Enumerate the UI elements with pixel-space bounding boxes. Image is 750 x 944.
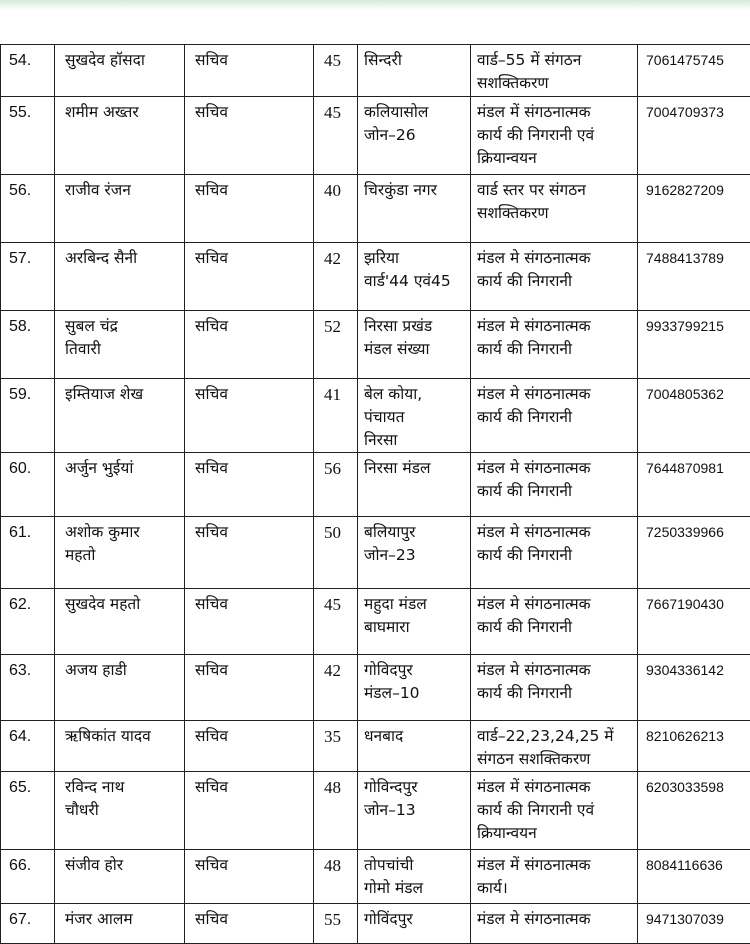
designation: सचिव	[185, 97, 314, 175]
member-name: राजीव रंजन	[55, 175, 185, 243]
area: बेल कोया, पंचायत निरसा	[358, 379, 471, 453]
designation: सचिव	[185, 904, 314, 944]
member-name: मंजर आलम	[55, 904, 185, 944]
designation: सचिव	[185, 589, 314, 655]
table-row	[1, 97, 750, 175]
phone-number: 7250339966	[638, 517, 750, 589]
table-row	[1, 175, 750, 243]
phone-number: 7667190430	[638, 589, 750, 655]
member-table	[0, 44, 750, 944]
age: 45	[314, 589, 358, 655]
serial-number: 66.	[1, 850, 55, 904]
work: मंडल मे संगठनात्मक कार्य की निगरानी	[471, 311, 638, 379]
designation: सचिव	[185, 175, 314, 243]
member-name: रविन्द नाथ चौधरी	[55, 772, 185, 850]
age: 42	[314, 655, 358, 721]
work: वार्ड–55 में संगठन सशक्तिकरण	[471, 45, 638, 97]
work: मंडल मे संगठनात्मक कार्य की निगरानी	[471, 655, 638, 721]
serial-number: 59.	[1, 379, 55, 453]
area: निरसा प्रखंड मंडल संख्या	[358, 311, 471, 379]
serial-number: 62.	[1, 589, 55, 655]
area: गोविदपुर मंडल–10	[358, 655, 471, 721]
serial-number: 54.	[1, 45, 55, 97]
age: 45	[314, 45, 358, 97]
member-name: इम्तियाज शेख	[55, 379, 185, 453]
phone-number: 7488413789	[638, 243, 750, 311]
designation: सचिव	[185, 517, 314, 589]
member-name: शमीम अख्तर	[55, 97, 185, 175]
area: धनबाद	[358, 721, 471, 772]
member-name: अजय हाडी	[55, 655, 185, 721]
designation: सचिव	[185, 453, 314, 517]
table-row	[1, 850, 750, 904]
table-row	[1, 772, 750, 850]
area: झरिया वार्ड'44 एवं45	[358, 243, 471, 311]
member-name: संजीव होर	[55, 850, 185, 904]
table-row	[1, 243, 750, 311]
table-row	[1, 655, 750, 721]
table-row	[1, 311, 750, 379]
age: 40	[314, 175, 358, 243]
work: मंडल मे संगठनात्मक	[471, 904, 638, 944]
serial-number: 64.	[1, 721, 55, 772]
area: चिरकुंडा नगर	[358, 175, 471, 243]
serial-number: 63.	[1, 655, 55, 721]
work: मंडल मे संगठनात्मक कार्य की निगरानी	[471, 517, 638, 589]
designation: सचिव	[185, 655, 314, 721]
age: 42	[314, 243, 358, 311]
designation: सचिव	[185, 379, 314, 453]
work: मंडल मे संगठनात्मक कार्य की निगरानी	[471, 243, 638, 311]
work: वार्ड स्तर पर संगठन सशक्तिकरण	[471, 175, 638, 243]
age: 48	[314, 772, 358, 850]
document-page	[0, 44, 750, 944]
table-row	[1, 517, 750, 589]
member-table-body	[1, 45, 750, 944]
table-row	[1, 721, 750, 772]
age: 56	[314, 453, 358, 517]
serial-number: 58.	[1, 311, 55, 379]
phone-number: 9933799215	[638, 311, 750, 379]
serial-number: 65.	[1, 772, 55, 850]
table-row	[1, 904, 750, 944]
designation: सचिव	[185, 243, 314, 311]
phone-number: 6203033598	[638, 772, 750, 850]
age: 45	[314, 97, 358, 175]
work: मंडल में संगठनात्मक कार्य की निगरानी एवं क्रियान्वयन	[471, 772, 638, 850]
area: तोपचांची गोमो मंडल	[358, 850, 471, 904]
work: मंडल मे संगठनात्मक कार्य की निगरानी	[471, 589, 638, 655]
table-row	[1, 453, 750, 517]
member-name: ऋषिकांत यादव	[55, 721, 185, 772]
work: मंडल में संगठनात्मक कार्य।	[471, 850, 638, 904]
designation: सचिव	[185, 45, 314, 97]
designation: सचिव	[185, 850, 314, 904]
phone-number: 8084116636	[638, 850, 750, 904]
serial-number: 67.	[1, 904, 55, 944]
work: वार्ड–22,23,24,25 में संगठन सशक्तिकरण	[471, 721, 638, 772]
age: 50	[314, 517, 358, 589]
member-name: अर्जुन भुईयां	[55, 453, 185, 517]
area: महुदा मंडल बाघमारा	[358, 589, 471, 655]
phone-number: 7004805362	[638, 379, 750, 453]
area: गोविन्दपुर जोन–13	[358, 772, 471, 850]
serial-number: 61.	[1, 517, 55, 589]
area: बलियापुर जोन–23	[358, 517, 471, 589]
member-name: सुबल चंद्र तिवारी	[55, 311, 185, 379]
area: कलियासोल जोन–26	[358, 97, 471, 175]
phone-number: 9471307039	[638, 904, 750, 944]
serial-number: 57.	[1, 243, 55, 311]
area: गोविंदपुर	[358, 904, 471, 944]
work: मंडल मे संगठनात्मक कार्य की निगरानी	[471, 379, 638, 453]
table-row	[1, 379, 750, 453]
work: मंडल में संगठनात्मक कार्य की निगरानी एवं क्रियान्वयन	[471, 97, 638, 175]
member-name: सुखदेव हॉसदा	[55, 45, 185, 97]
member-name: अशोक कुमार महतो	[55, 517, 185, 589]
phone-number: 7644870981	[638, 453, 750, 517]
member-name: अरबिन्द सैनी	[55, 243, 185, 311]
phone-number: 9304336142	[638, 655, 750, 721]
age: 55	[314, 904, 358, 944]
phone-number: 7061475745	[638, 45, 750, 97]
table-row	[1, 45, 750, 97]
phone-number: 7004709373	[638, 97, 750, 175]
serial-number: 56.	[1, 175, 55, 243]
serial-number: 55.	[1, 97, 55, 175]
area: सिन्दरी	[358, 45, 471, 97]
designation: सचिव	[185, 772, 314, 850]
age: 35	[314, 721, 358, 772]
top-edge-strip	[0, 0, 750, 10]
age: 48	[314, 850, 358, 904]
phone-number: 8210626213	[638, 721, 750, 772]
age: 41	[314, 379, 358, 453]
designation: सचिव	[185, 721, 314, 772]
work: मंडल मे संगठनात्मक कार्य की निगरानी	[471, 453, 638, 517]
designation: सचिव	[185, 311, 314, 379]
phone-number: 9162827209	[638, 175, 750, 243]
member-name: सुखदेव महतो	[55, 589, 185, 655]
age: 52	[314, 311, 358, 379]
table-row	[1, 589, 750, 655]
area: निरसा मंडल	[358, 453, 471, 517]
serial-number: 60.	[1, 453, 55, 517]
